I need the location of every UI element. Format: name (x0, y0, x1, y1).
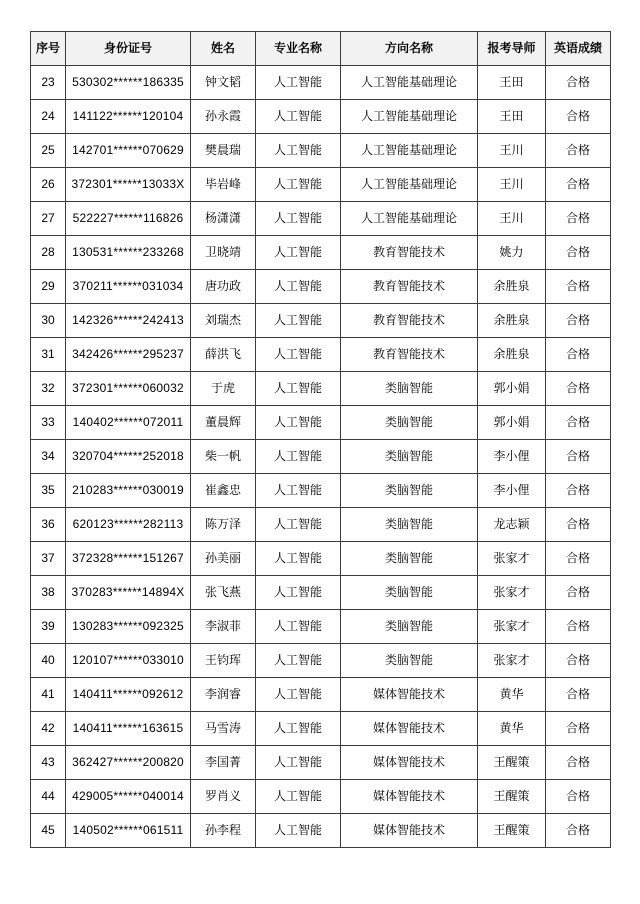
cell-direction: 教育智能技术 (341, 304, 478, 338)
cell-major: 人工智能 (256, 712, 341, 746)
cell-direction: 类脑智能 (341, 576, 478, 610)
cell-advisor: 张家才 (478, 576, 546, 610)
cell-major: 人工智能 (256, 746, 341, 780)
column-header-no: 序号 (31, 32, 66, 66)
cell-direction: 人工智能基础理论 (341, 134, 478, 168)
cell-direction: 类脑智能 (341, 644, 478, 678)
cell-score: 合格 (546, 474, 611, 508)
cell-advisor: 黄华 (478, 678, 546, 712)
table-row (31, 542, 611, 576)
cell-advisor: 王川 (478, 134, 546, 168)
cell-advisor: 王田 (478, 100, 546, 134)
cell-no: 34 (31, 440, 66, 474)
cell-major: 人工智能 (256, 474, 341, 508)
table-row (31, 474, 611, 508)
cell-direction: 媒体智能技术 (341, 746, 478, 780)
cell-name: 崔鑫忠 (191, 474, 256, 508)
cell-no: 31 (31, 338, 66, 372)
cell-no: 45 (31, 814, 66, 848)
cell-id: 120107******033010 (66, 644, 191, 678)
cell-advisor: 王醒策 (478, 814, 546, 848)
cell-advisor: 王醒策 (478, 746, 546, 780)
cell-name: 柴一帆 (191, 440, 256, 474)
cell-direction: 媒体智能技术 (341, 712, 478, 746)
cell-direction: 类脑智能 (341, 406, 478, 440)
table-row (31, 610, 611, 644)
cell-score: 合格 (546, 66, 611, 100)
admission-results-table (30, 31, 611, 848)
cell-score: 合格 (546, 440, 611, 474)
cell-name: 杨潇潇 (191, 202, 256, 236)
cell-score: 合格 (546, 576, 611, 610)
cell-id: 429005******040014 (66, 780, 191, 814)
cell-no: 26 (31, 168, 66, 202)
table-row (31, 814, 611, 848)
cell-major: 人工智能 (256, 508, 341, 542)
cell-name: 李淑菲 (191, 610, 256, 644)
cell-no: 27 (31, 202, 66, 236)
cell-advisor: 李小俚 (478, 474, 546, 508)
cell-score: 合格 (546, 746, 611, 780)
table-body (31, 66, 611, 848)
cell-name: 孙永霞 (191, 100, 256, 134)
cell-advisor: 张家才 (478, 644, 546, 678)
cell-advisor: 姚力 (478, 236, 546, 270)
cell-name: 李国菁 (191, 746, 256, 780)
table-row (31, 678, 611, 712)
table-row (31, 202, 611, 236)
cell-no: 29 (31, 270, 66, 304)
cell-no: 39 (31, 610, 66, 644)
cell-no: 40 (31, 644, 66, 678)
cell-advisor: 龙志颖 (478, 508, 546, 542)
cell-no: 28 (31, 236, 66, 270)
cell-name: 张飞燕 (191, 576, 256, 610)
cell-name: 于虎 (191, 372, 256, 406)
cell-name: 罗肖义 (191, 780, 256, 814)
column-header-direction: 方向名称 (341, 32, 478, 66)
column-header-score: 英语成绩 (546, 32, 611, 66)
cell-no: 32 (31, 372, 66, 406)
cell-major: 人工智能 (256, 644, 341, 678)
cell-no: 42 (31, 712, 66, 746)
cell-direction: 教育智能技术 (341, 236, 478, 270)
cell-name: 钟文韬 (191, 66, 256, 100)
cell-no: 41 (31, 678, 66, 712)
cell-no: 43 (31, 746, 66, 780)
cell-major: 人工智能 (256, 610, 341, 644)
table-row (31, 406, 611, 440)
cell-name: 陈万泽 (191, 508, 256, 542)
cell-major: 人工智能 (256, 270, 341, 304)
cell-advisor: 郭小娟 (478, 372, 546, 406)
cell-major: 人工智能 (256, 134, 341, 168)
table-header (31, 32, 611, 66)
cell-direction: 类脑智能 (341, 372, 478, 406)
table-row (31, 304, 611, 338)
cell-id: 140502******061511 (66, 814, 191, 848)
header-row (31, 32, 611, 66)
cell-major: 人工智能 (256, 100, 341, 134)
table-row (31, 66, 611, 100)
cell-major: 人工智能 (256, 576, 341, 610)
cell-direction: 人工智能基础理论 (341, 202, 478, 236)
cell-major: 人工智能 (256, 440, 341, 474)
column-header-name: 姓名 (191, 32, 256, 66)
cell-major: 人工智能 (256, 168, 341, 202)
cell-id: 362427******200820 (66, 746, 191, 780)
cell-no: 35 (31, 474, 66, 508)
table-row (31, 134, 611, 168)
cell-advisor: 余胜泉 (478, 270, 546, 304)
cell-no: 33 (31, 406, 66, 440)
table-row (31, 338, 611, 372)
table-row (31, 270, 611, 304)
cell-no: 30 (31, 304, 66, 338)
cell-score: 合格 (546, 542, 611, 576)
cell-direction: 类脑智能 (341, 542, 478, 576)
cell-id: 522227******116826 (66, 202, 191, 236)
cell-major: 人工智能 (256, 542, 341, 576)
cell-name: 董晨辉 (191, 406, 256, 440)
cell-advisor: 郭小娟 (478, 406, 546, 440)
cell-id: 210283******030019 (66, 474, 191, 508)
cell-score: 合格 (546, 610, 611, 644)
cell-major: 人工智能 (256, 678, 341, 712)
cell-score: 合格 (546, 712, 611, 746)
cell-id: 372301******060032 (66, 372, 191, 406)
cell-no: 44 (31, 780, 66, 814)
table-row (31, 508, 611, 542)
cell-no: 25 (31, 134, 66, 168)
cell-id: 530302******186335 (66, 66, 191, 100)
cell-direction: 媒体智能技术 (341, 780, 478, 814)
cell-direction: 教育智能技术 (341, 338, 478, 372)
table-row (31, 712, 611, 746)
cell-advisor: 王田 (478, 66, 546, 100)
cell-no: 23 (31, 66, 66, 100)
cell-no: 37 (31, 542, 66, 576)
table-row (31, 372, 611, 406)
column-header-id: 身份证号 (66, 32, 191, 66)
cell-id: 372301******13033X (66, 168, 191, 202)
table-row (31, 440, 611, 474)
cell-direction: 媒体智能技术 (341, 814, 478, 848)
cell-name: 薛洪飞 (191, 338, 256, 372)
table-row (31, 168, 611, 202)
cell-score: 合格 (546, 814, 611, 848)
cell-score: 合格 (546, 372, 611, 406)
cell-id: 320704******252018 (66, 440, 191, 474)
cell-advisor: 王川 (478, 168, 546, 202)
column-header-advisor: 报考导师 (478, 32, 546, 66)
cell-direction: 人工智能基础理论 (341, 100, 478, 134)
cell-direction: 类脑智能 (341, 610, 478, 644)
cell-advisor: 黄华 (478, 712, 546, 746)
cell-major: 人工智能 (256, 814, 341, 848)
cell-score: 合格 (546, 270, 611, 304)
cell-major: 人工智能 (256, 372, 341, 406)
cell-id: 141122******120104 (66, 100, 191, 134)
cell-id: 342426******295237 (66, 338, 191, 372)
cell-score: 合格 (546, 508, 611, 542)
cell-direction: 类脑智能 (341, 508, 478, 542)
cell-id: 372328******151267 (66, 542, 191, 576)
cell-advisor: 张家才 (478, 542, 546, 576)
column-header-major: 专业名称 (256, 32, 341, 66)
cell-score: 合格 (546, 678, 611, 712)
cell-direction: 人工智能基础理论 (341, 66, 478, 100)
cell-direction: 类脑智能 (341, 440, 478, 474)
cell-direction: 人工智能基础理论 (341, 168, 478, 202)
cell-name: 唐功政 (191, 270, 256, 304)
cell-score: 合格 (546, 304, 611, 338)
cell-name: 卫晓靖 (191, 236, 256, 270)
cell-major: 人工智能 (256, 780, 341, 814)
cell-score: 合格 (546, 338, 611, 372)
cell-score: 合格 (546, 236, 611, 270)
cell-id: 130531******233268 (66, 236, 191, 270)
cell-score: 合格 (546, 406, 611, 440)
table-row (31, 746, 611, 780)
cell-advisor: 余胜泉 (478, 338, 546, 372)
cell-id: 370283******14894X (66, 576, 191, 610)
table-row (31, 100, 611, 134)
table-row (31, 644, 611, 678)
cell-direction: 类脑智能 (341, 474, 478, 508)
cell-advisor: 王川 (478, 202, 546, 236)
cell-major: 人工智能 (256, 202, 341, 236)
cell-score: 合格 (546, 134, 611, 168)
cell-name: 樊晨瑞 (191, 134, 256, 168)
cell-major: 人工智能 (256, 338, 341, 372)
cell-id: 620123******282113 (66, 508, 191, 542)
cell-name: 孙美丽 (191, 542, 256, 576)
cell-no: 38 (31, 576, 66, 610)
cell-advisor: 李小俚 (478, 440, 546, 474)
cell-no: 36 (31, 508, 66, 542)
cell-advisor: 王醒策 (478, 780, 546, 814)
cell-major: 人工智能 (256, 236, 341, 270)
cell-name: 马雪涛 (191, 712, 256, 746)
cell-major: 人工智能 (256, 66, 341, 100)
cell-advisor: 张家才 (478, 610, 546, 644)
cell-id: 130283******092325 (66, 610, 191, 644)
table-row (31, 576, 611, 610)
cell-direction: 教育智能技术 (341, 270, 478, 304)
table-row (31, 236, 611, 270)
cell-id: 370211******031034 (66, 270, 191, 304)
cell-name: 王钧珲 (191, 644, 256, 678)
cell-score: 合格 (546, 644, 611, 678)
cell-id: 142701******070629 (66, 134, 191, 168)
cell-major: 人工智能 (256, 304, 341, 338)
cell-score: 合格 (546, 168, 611, 202)
cell-name: 李润睿 (191, 678, 256, 712)
cell-no: 24 (31, 100, 66, 134)
cell-direction: 媒体智能技术 (341, 678, 478, 712)
cell-id: 140411******163615 (66, 712, 191, 746)
cell-id: 140402******072011 (66, 406, 191, 440)
cell-score: 合格 (546, 100, 611, 134)
cell-major: 人工智能 (256, 406, 341, 440)
cell-score: 合格 (546, 780, 611, 814)
cell-id: 140411******092612 (66, 678, 191, 712)
cell-name: 毕岩峰 (191, 168, 256, 202)
cell-id: 142326******242413 (66, 304, 191, 338)
cell-name: 刘瑞杰 (191, 304, 256, 338)
cell-advisor: 余胜泉 (478, 304, 546, 338)
table-row (31, 780, 611, 814)
cell-score: 合格 (546, 202, 611, 236)
cell-name: 孙李程 (191, 814, 256, 848)
